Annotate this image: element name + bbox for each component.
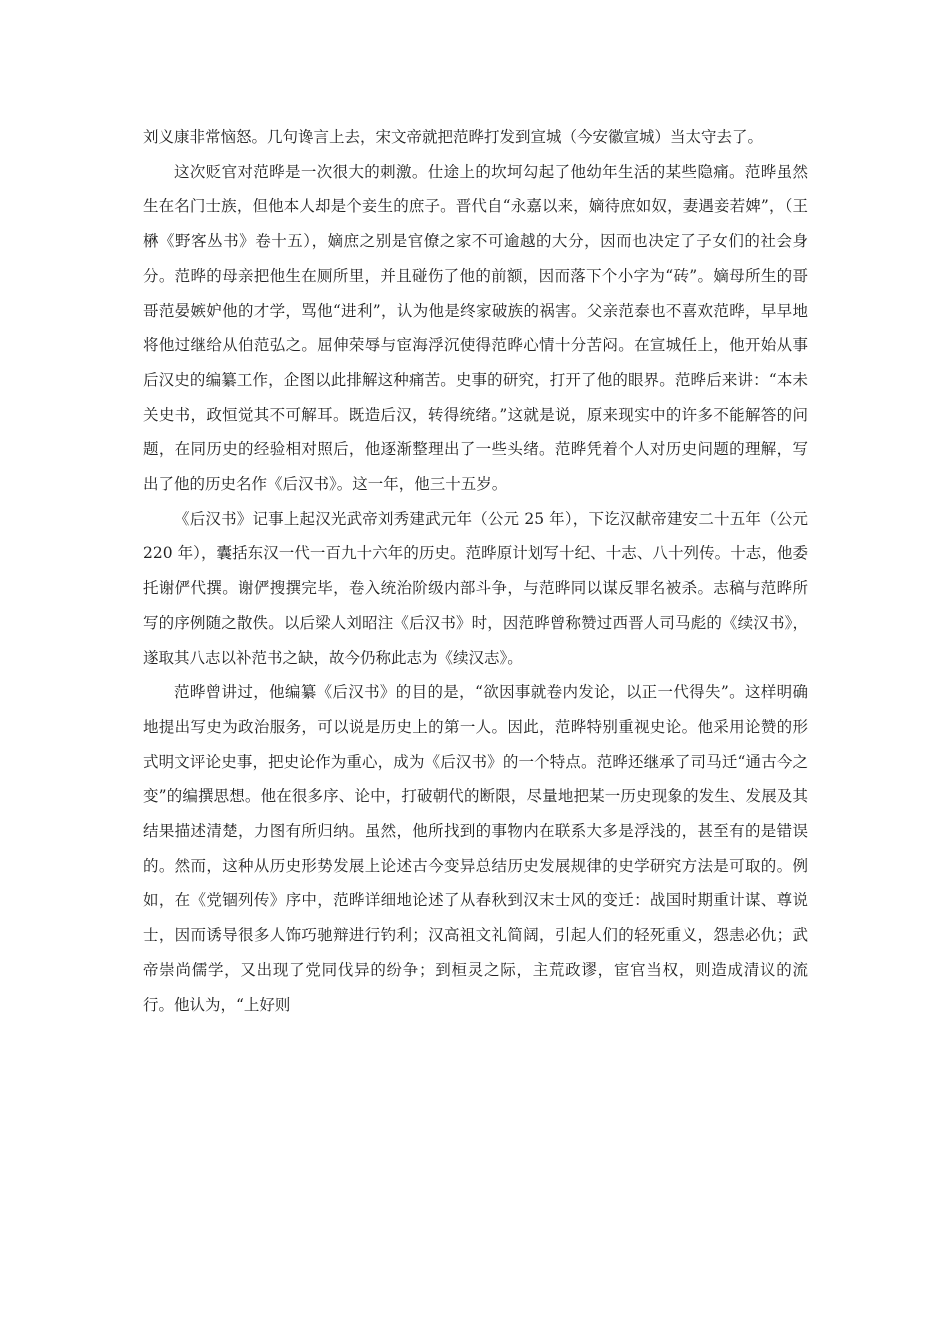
document-page <box>143 120 808 1022</box>
paragraph-demotion: 这次贬官对范晔是一次很大的刺激。仕途上的坎坷勾起了他幼年生活的某些隐痛。范晔虽然生在名门士族，但他本人却是个妾生的庶子。晋代自“永嘉以来，嫡待庶如奴，妻遇妾若婢”，（王楙《野客丛书》卷十五），嫡庶之别是官僚之家不可逾越的大分，因而也决定了子女们的社会身分。范晔的母亲把他生在厕所里，并且碰伤了他的前额，因而落下个小字为“砖”。嫡母所生的哥哥范晏嫉妒他的才学，骂他“进利”，认为他是终家破族的祸害。父亲范泰也不喜欢范晔，早早地将他过继给从伯范弘之。屈伸荣辱与宦海浮沉使得范晔心情十分苦闷。在宣城任上，他开始从事后汉史的编纂工作，企图以此排解这种痛苦。史事的研究，打开了他的眼界。范晔后来讲：“本未关史书，政恒觉其不可解耳。既造后汉，转得统绪。”这就是说，原来现实中的许多不能解答的问题，在同历史的经验相对照后，他逐渐整理出了一些头绪。范晔凭着个人对历史问题的理解，写出了他的历史名作《后汉书》。这一年，他三十五岁。 <box>143 162 808 494</box>
paragraph-historiography: 范晔曾讲过，他编纂《后汉书》的目的是，“欲因事就卷内发论，以正一代得失”。这样明确地提出写史为政治服务，可以说是历史上的第一人。因此，范晔特别重视史论。他采用论赞的形式明文评论史事，把史论作为重心，成为《后汉书》的一个特点。范晔还继承了司马迁“通古今之变”的编撰思想。他在很多序、论中，打破朝代的断限，尽量地把某一历史现象的发生、发展及其结果描述清楚，力图有所归纳。虽然，他所找到的事物内在联系大多是浮浅的，甚至有的是错误的。然而，这种从历史形势发展上论述古今变异总结历史发展规律的史学研究方法是可取的。例如，在《党锢列传》序中，范晔详细地论述了从春秋到汉末士风的变迁：战国时期重计谋、尊说士，因而诱导很多人饰巧驰辩进行钓利；汉高祖文礼简阔，引起人们的轻死重义，怨恚必仇；武帝崇尚儒学，又出现了党同伐异的纷争；到桓灵之际，主荒政谬，宦官当权，则造成清议的流行。他认为，“上好则 <box>143 683 808 1014</box>
paragraph-houhanshu-scope: 《后汉书》记事上起汉光武帝刘秀建武元年（公元 25 年），下讫汉献帝建安二十五年（公元 220 年），囊括东汉一代一百九十六年的历史。范晔原计划写十纪、十志、八十列传。十志，他委托谢俨代撰。谢俨搜撰完毕，卷入统治阶级内部斗争，与范晔同以谋反罪名被杀。志稿与范晔所写的序例随之散佚。以后梁人刘昭注《后汉书》时，因范晔曾称赞过西晋人司马彪的《续汉书》，遂取其八志以补范书之缺，故今仍称此志为《续汉志》。 <box>143 509 808 667</box>
paragraph-continuation: 刘义康非常恼怒。几句谗言上去，宋文帝就把范晔打发到宣城（今安徽宣城）当太守去了。 <box>143 128 764 146</box>
